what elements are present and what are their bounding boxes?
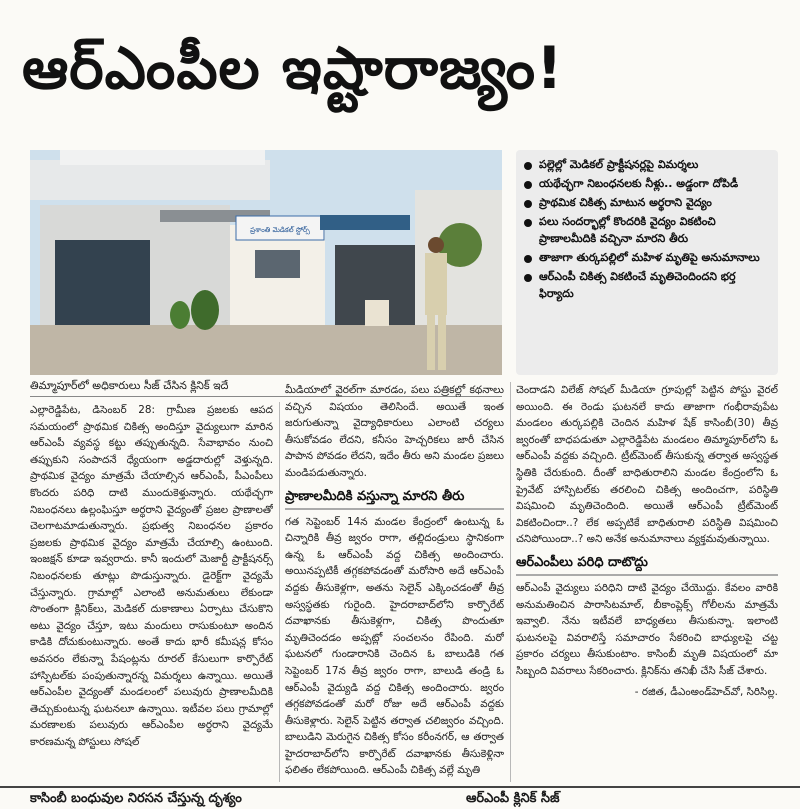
highlight-item: ఆర్‌ఎంపీ చికిత్స వికటించే మృతిచెందిందని భర్త ఫిర్యాదు <box>524 268 770 302</box>
byline: - రజిత, డీఎంఅండ్‌హెచ్‌వో, సిరిసిల్ల. <box>634 685 778 698</box>
bullet-icon <box>524 181 532 189</box>
next-headline-left: కాసింబీ బంధువుల నిరసన చేస్తున్న దృశ్యం <box>30 791 242 806</box>
body-text: ఆర్‌ఎంపీ వైద్యులు పరిధిని దాటి వైద్యం చేయొద్దు. కేవలం వారికి అనుమతించిన పారాసిటమాల్, బీకాంప్లెక్స్ గోలీలను మాత్రమే ఇవ్వాలి. నేను ఇటీవలే బాధ్యతలు తీసుకున్నా. ఇలాంటి ఘటనలపై వివరాలిస్తే సమాచారం సేకరించి బాధ్యులపై చట్ట ప్రకారం చర్యలు తీసుకుంటాం. కాసింబీ మృతి విషయంలో మా సిబ్బంది వివరాలు సేకరించారు. క్లినిక్‌ను తనిఖీ చేసి సీజ్ చేశారు. <box>516 581 778 677</box>
column-divider <box>279 402 280 782</box>
clinic-photo-illustration <box>30 150 502 375</box>
subheading: ప్రాణాలమీదికి వస్తున్నా మారని తీరు <box>285 486 504 510</box>
subheading: ఆర్‌ఎంపీలు పరిధి దాటొద్దు <box>516 552 778 576</box>
article-column-2 <box>285 382 504 784</box>
next-headline-right: ఆర్‌ఎంపీ క్లినిక్ సీజ్ <box>466 791 560 806</box>
article-column-3 <box>516 382 778 784</box>
highlight-item: ప్రాథమిక చికిత్స మాటున అర్థరాని వైద్యం <box>524 194 770 211</box>
bullet-icon <box>524 162 532 170</box>
photo-caption: తిమ్మాపూర్‌లో అధికారులు సీజ్ చేసిన క్లినిక్ ఇదే <box>30 376 502 397</box>
bullet-icon <box>524 219 532 227</box>
highlight-item: యథేచ్ఛగా నిబంధనలకు నీళ్లు.. అడ్డంగా దోపిడీ <box>524 175 770 192</box>
column-divider <box>510 382 511 782</box>
highlights-box <box>516 150 778 375</box>
body-text: చెందాడని విలేజ్ సోషల్ మీడియా గ్రూపుల్లో పెట్టిన పోస్టు వైరల్ అయింది. ఈ రెండు ఘటనలే కాదు తాజాగా గంభీరావుపేట మండలం తుర్కపల్లికి చెందిన మహిళ షేక్ కాసింబీ(30) తీవ్ర జ్వరంతో బాధపడుతూ ఎల్లారెడ్డిపేట మండలం తిమ్మాపూర్‌లోని ఓ ఆర్‌ఎంపీ వద్దకు వచ్చింది. ట్రీట్‌మెంట్ తీసుకున్న తర్వాత అస్వస్థత స్థితికి చేరుకుంది. దీంతో బాధితురాలిని మండల కేంద్రంలోని ఓ ప్రైవేట్ హాస్పిటల్‌కు తరలించి చికిత్స అందించగా, పరిస్థితి విషమించి మృతిచెందింది. అయితే ఆర్‌ఎంపీ ట్రీట్‌మెంట్ వికటించిందా..? లేక అప్పటికే బాధితురాలి పరిస్థితి విషమించి చనిపోయిందా..? అని అనేక అనుమానాలు వ్యక్తమవుతున్నాయి. <box>516 384 778 546</box>
body-text: ఎల్లారెడ్డిపేట, డిసెంబర్ 28: గ్రామీణ ప్రజలకు ఆపద సమయంలో ప్రాథమిక చికిత్స అందిస్తూ వైద్యులుగా మారిన ఆర్‌ఎంపీ వ్యవస్థ కట్టు తప్పుతున్నది. సేవాభావం నుంచి తప్పుకుని సంపాదనే ధ్యేయంగా అడ్డదారుల్లో వెళ్తున్నది. ప్రాథమిక వైద్యం మాత్రమే చేయాల్సిన ఆర్‌ఎంపీ, పీఎంపీలు కొందరు పరిధి దాటి ముందుకెళ్తున్నారు. యథేచ్ఛగా నిబంధనలు ఉల్లంఘిస్తూ అర్థరాని వైద్యంతో ప్రజల ప్రాణాలతో చెలగాటమాడుతున్నారు. ప్రభుత్వ నిబంధనల ప్రకారం ప్రజలకు ప్రాథమిక వైద్యం మాత్రమే చేయాల్సి ఉంటుంది. ఇంజక్షన్ కూడా ఇవ్వరాదు. కానీ ఇందులో మెజార్టీ ప్రాక్టీషనర్స్ నిబంధనలకు తూట్లు పొడుస్తున్నారు. డైరెక్ట్‌గా వైద్యమే చేస్తున్నారు. గ్రామాల్లో ఎలాంటి అనుమతులు లేకుండా సొంతంగా క్లినిక్‌లు, మెడికల్ దుకాణాలు ఏర్పాటు చేసుకొని అటు వైద్యం చేస్తూ, ఇటు మందులు రాసుకుంటూ అందిన కాడికి దోచుకుంటున్నారు. అంతే కాదు భారీ కమీషన్ల కోసం అవసరం లేకున్నా పేషంట్లను రూరల్ కేసులుగా కార్పొరేట్ హాస్పిటల్‌కు పంపుతున్నారన్న విమర్శలు ఉన్నాయి. అయితే ఆర్‌ఎంపీల వైద్యంతో మండలంలో పలువురు ప్రాణాలమీదికి తెచ్చుకుంటున్న ఘటనలూ ఉన్నాయి. ఇటీవల పలు గ్రామాల్లో మరణాలకు పలువురు ఆర్‌ఎంపీల అర్థరాని వైద్యమే కారణమన్న పోస్టులు సోషల్ <box>30 404 273 748</box>
article-column-1 <box>30 402 273 784</box>
highlight-item: పలు సందర్భాల్లో కొందరికి వైద్యం వికటించి ప్రాణాలమీదికి వచ్చినా మారని తీరు <box>524 213 770 247</box>
bullet-icon <box>524 200 532 208</box>
highlight-item: తాజాగా తుర్కపల్లిలో మహిళ మృతిపై అనుమానాలు <box>524 249 770 266</box>
body-text: మీడియాలో వైరల్‌గా మారడం, పలు పత్రికల్లో కథనాలు వచ్చిన విషయం తెలిసిందే. అయితే ఇంత జరుగుతున్నా వైద్యాధికారులు ఎలాంటి చర్యలు తీసుకోవడం లేదని, కనీసం హెచ్చరికలు జారీ చేసిన పాపాన పోవడం లేదని, ఇదేం తీరు అని మండల ప్రజలు మండిపడుతున్నారు. <box>285 384 504 479</box>
clinic-signboard: ప్రశాంతి మెడికల్ స్టోర్స్ <box>250 226 310 234</box>
bullet-icon <box>524 274 532 282</box>
bullet-icon <box>524 255 532 263</box>
headline: ఆర్‌ఎంపీల ఇష్టారాజ్యం! <box>22 34 564 102</box>
next-article-strip <box>0 786 800 809</box>
clinic-photo <box>30 150 502 375</box>
body-text: గత సెప్టెంబర్ 14న మండల కేంద్రంలో ఉంటున్న ఓ చిన్నారికి తీవ్ర జ్వరం రాగా, తల్లిదండ్రులు స్థానికంగా ఉన్న ఓ ఆర్‌ఎంపీ వద్ద చికిత్స అందించారు. అయినప్పటికీ తగ్గకపోవడంతో మరోసారి అదే ఆర్‌ఎంపీ వద్దకు తీసుకెళ్లగా, అతను సెలైన్ ఎక్కించడంతో తీవ్ర అస్వస్థతకు గురైంది. హైదరాబాద్‌లోని కార్పొరేట్ దవాఖానకు తీసుకెళ్లగా, చికిత్స పొందుతూ మృతిచెందడం అప్పట్లో సంచలనం రేపింది. మరో ఘటనలో గుండారానికి చెందిన ఓ బాలుడికి గత సెప్టెంబర్ 17న తీవ్ర జ్వరం రాగా, బాలుడి తండ్రి ఓ ఆర్‌ఎంపీ వైద్యుడి వద్ద చికిత్స అందించారు. జ్వరం తగ్గకపోవడంతో మరో రోజు అదే ఆర్‌ఎంపీ వద్దకు తీసుకెళ్లారు. సెలైన్ పెట్టిన తర్వాత చలిజ్వరం వచ్చింది. బాలుడిని మెరుగైన చికిత్స కోసం కరీంనగర్, ఆ తర్వాత హైదరాబాద్‌లోని కార్పొరేట్ దవాఖానకు తీసుకెళ్లినా ఫలితం లేకపోయింది. ఆర్‌ఎంపీ చికిత్స వల్లే మృతి <box>285 515 504 777</box>
highlight-item: పల్లెల్లో మెడికల్ ప్రాక్టీషనర్లపై విమర్శలు <box>524 156 770 173</box>
